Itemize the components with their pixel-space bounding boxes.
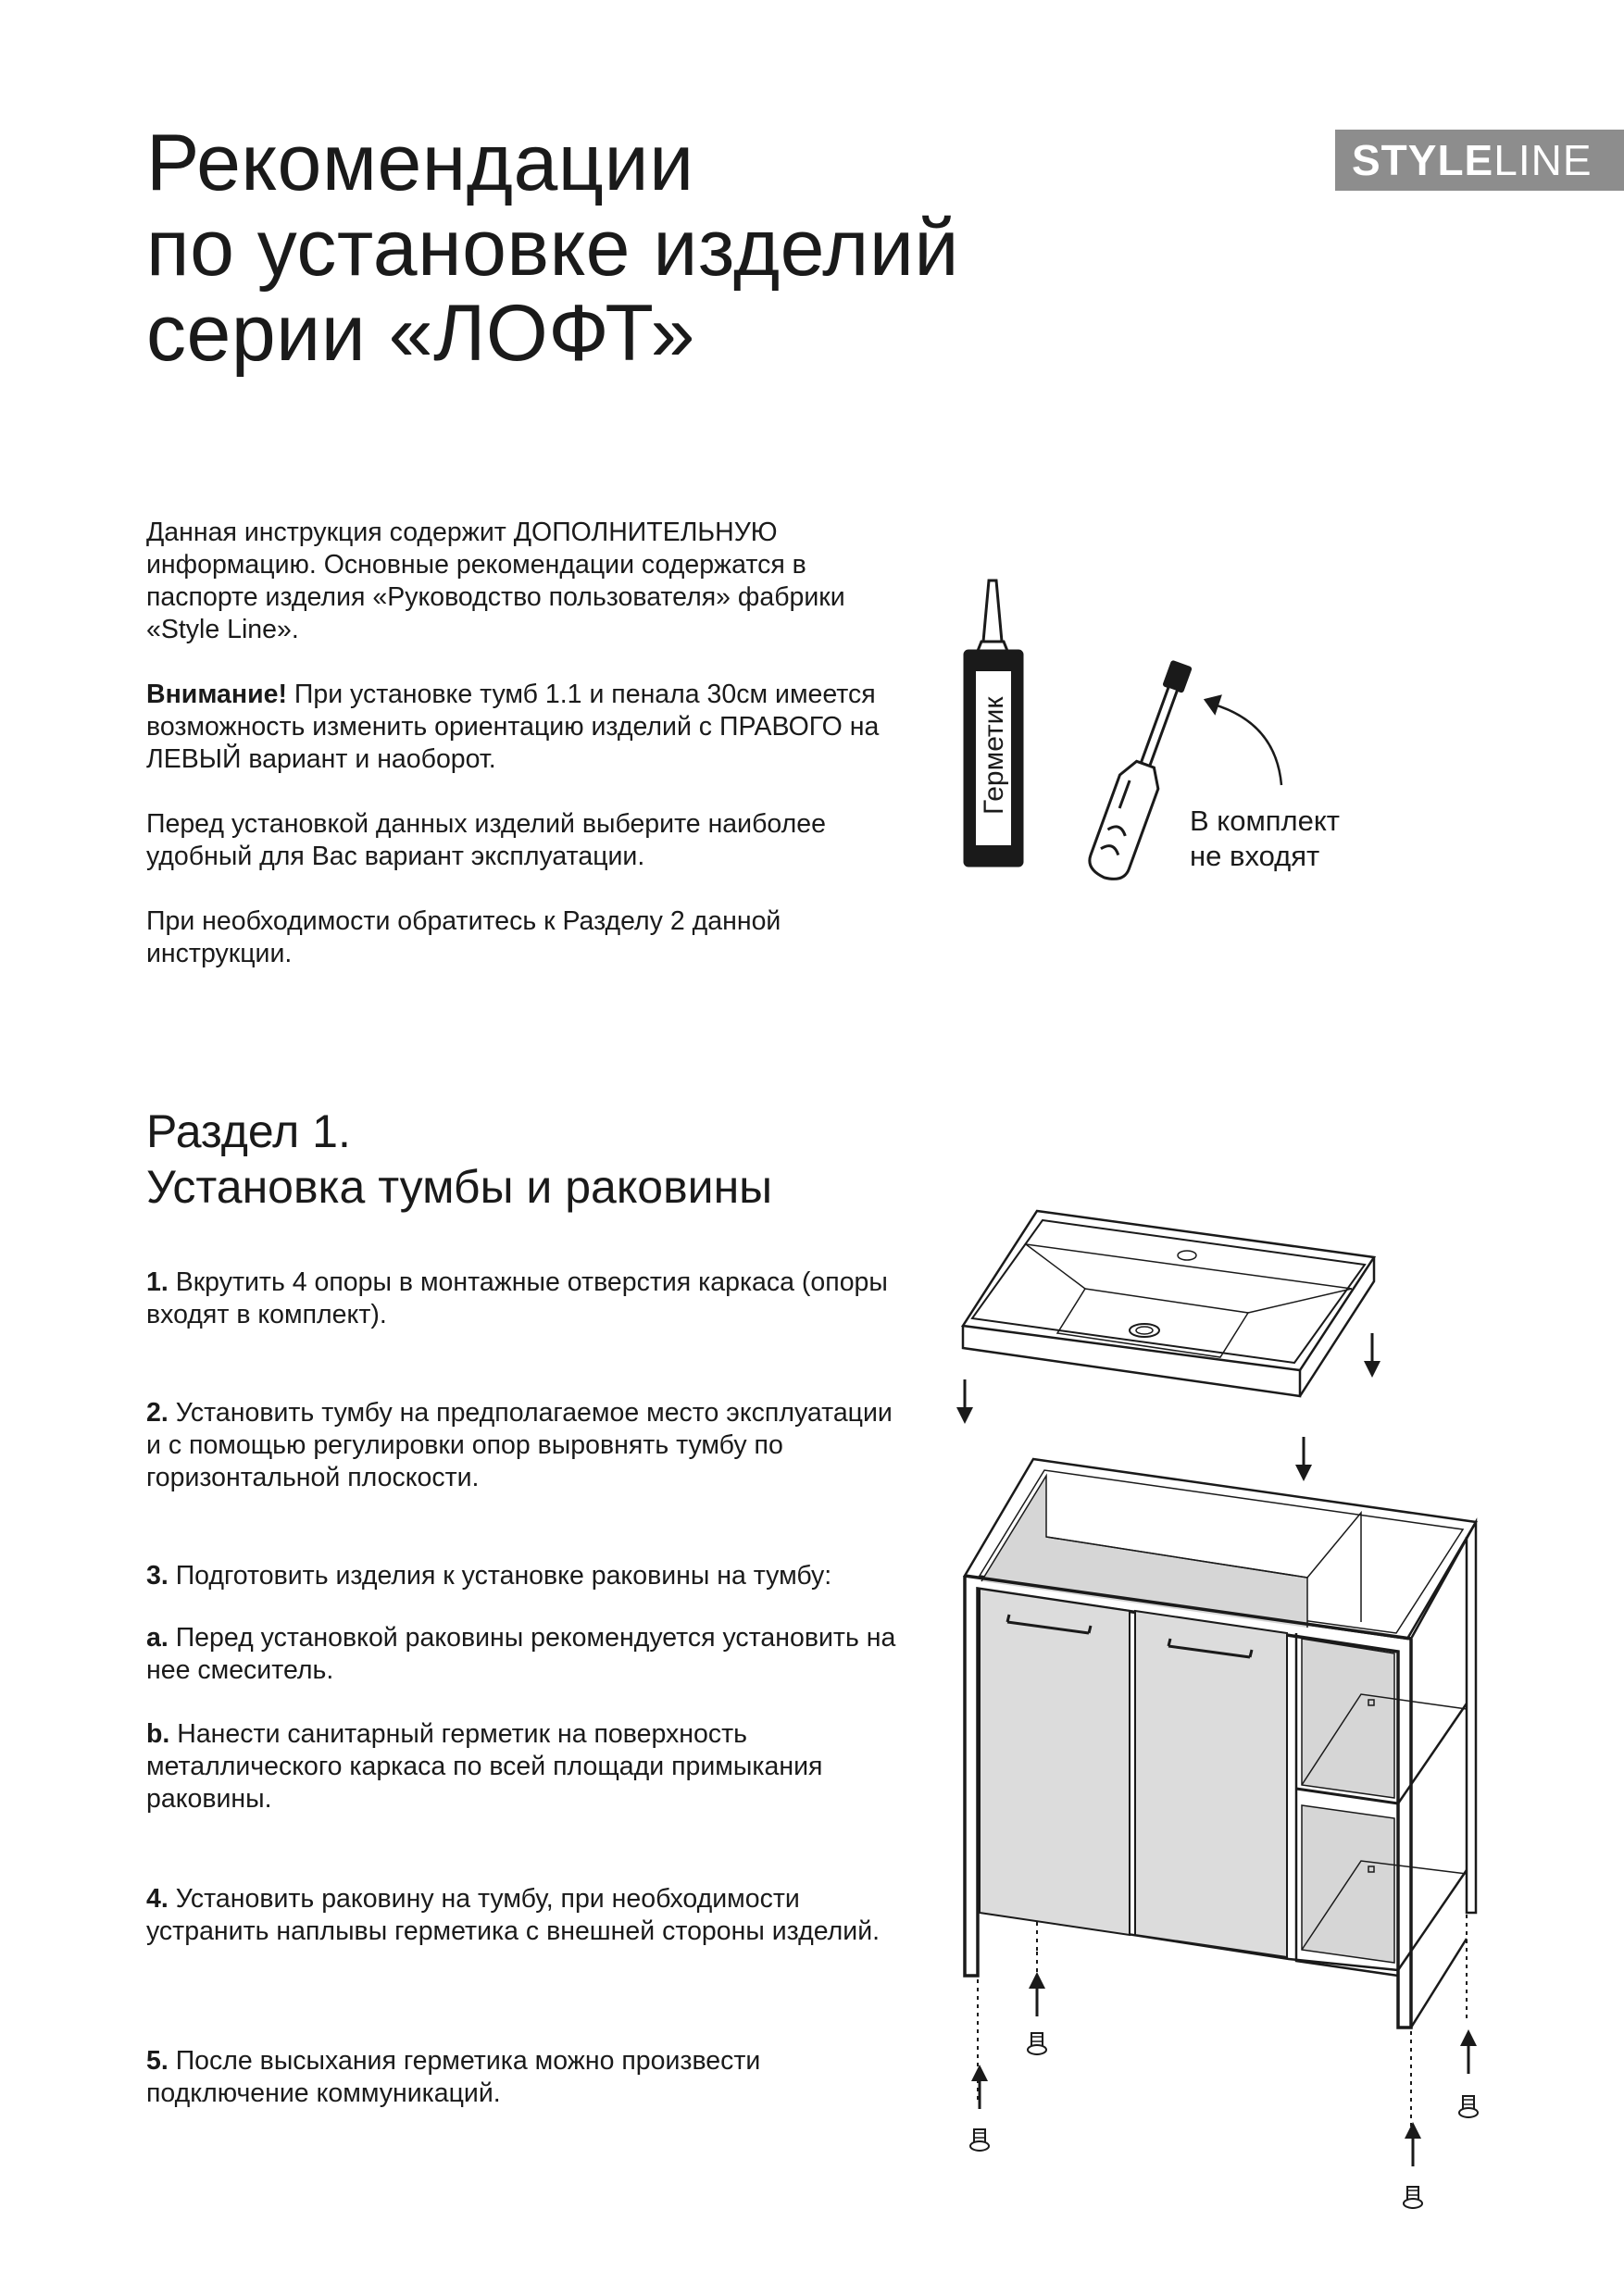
intro-paragraph-1: Данная инструкция содержит ДОПОЛНИТЕЛЬНУЮ информацию. Основные рекомендации содержатся в паспорте изделия «Руководство пользователя» фабрики «Style Line». [146,518,845,644]
washbasin-drawing [963,1211,1374,1396]
note-line-2: не входят [1190,840,1320,872]
up-arrow-icon [1405,2122,1421,2166]
step-text: Вкрутить 4 опоры в монтажные отверстия каркаса (опоры входят в комплект). [146,1267,888,1329]
note-line-1: В комплект [1190,805,1340,837]
step-number: 3. [146,1561,169,1591]
step-text: Перед установкой раковины рекомендуется установить на нее смеситель. [146,1623,896,1685]
step-number: a. [146,1623,169,1653]
title-line-2: по установке изделий [146,204,959,293]
down-arrow-icon [1295,1437,1312,1481]
title-line-3: серии «ЛОФТ» [146,289,695,378]
up-arrow-icon [1029,1972,1045,2016]
step-number: b. [146,1719,170,1749]
down-arrow-icon [1364,1333,1380,1378]
down-arrow-icon [956,1379,973,1424]
section-1-heading: Раздел 1. [146,1105,351,1157]
step-number: 4. [146,1884,169,1914]
up-arrow-icon [1460,2029,1477,2074]
intro-paragraph-3: Перед установкой данных изделий выберите наиболее удобный для Вас вариант эксплуатации. [146,809,826,871]
section-1-subheading: Установка тумбы и раковины [146,1161,773,1213]
cabinet-drawing [965,1459,1476,2028]
sealant-label: Герметик [979,696,1009,815]
step-number: 1. [146,1267,169,1297]
title-line-1: Рекомендации [146,119,694,207]
intro-paragraph-4: При необходимости обратитесь к Разделу 2 данной инструкции. [146,906,781,968]
step-number: 5. [146,2046,169,2076]
attention-label: Внимание! [146,680,287,709]
leg-foot-icon [1404,2187,1422,2208]
leg-foot-icon [1028,2033,1046,2054]
step-text: После высыхания герметика можно произвести подключение коммуникаций. [146,2046,761,2108]
logo-light-part: LINE [1493,136,1593,184]
step-text: Установить раковину на тумбу, при необходимости устранить наплывы герметика с внешней стороны изделий. [146,1884,881,1946]
step-text: Установить тумбу на предполагаемое место эксплуатации и с помощью регулировки опор выровнять тумбу по горизонтальной плоскости. [146,1398,893,1492]
step-number: 2. [146,1398,169,1428]
up-arrow-icon [971,2065,988,2109]
step-text: Нанести санитарный герметик на поверхность металлического каркаса по всей площади примыкания раковины. [146,1719,823,1814]
leg-foot-icon [1459,2096,1478,2117]
logo-bold-part: STYLE [1352,136,1494,184]
leg-foot-icon [970,2129,989,2151]
attention-text: При установке тумб 1.1 и пенала 30см имеется возможность изменить ориентацию изделий с ПРАВОГО на ЛЕВЫЙ вариант и наоборот. [146,680,880,774]
step-text: Подготовить изделия к установке раковины на тумбу: [168,1561,832,1591]
